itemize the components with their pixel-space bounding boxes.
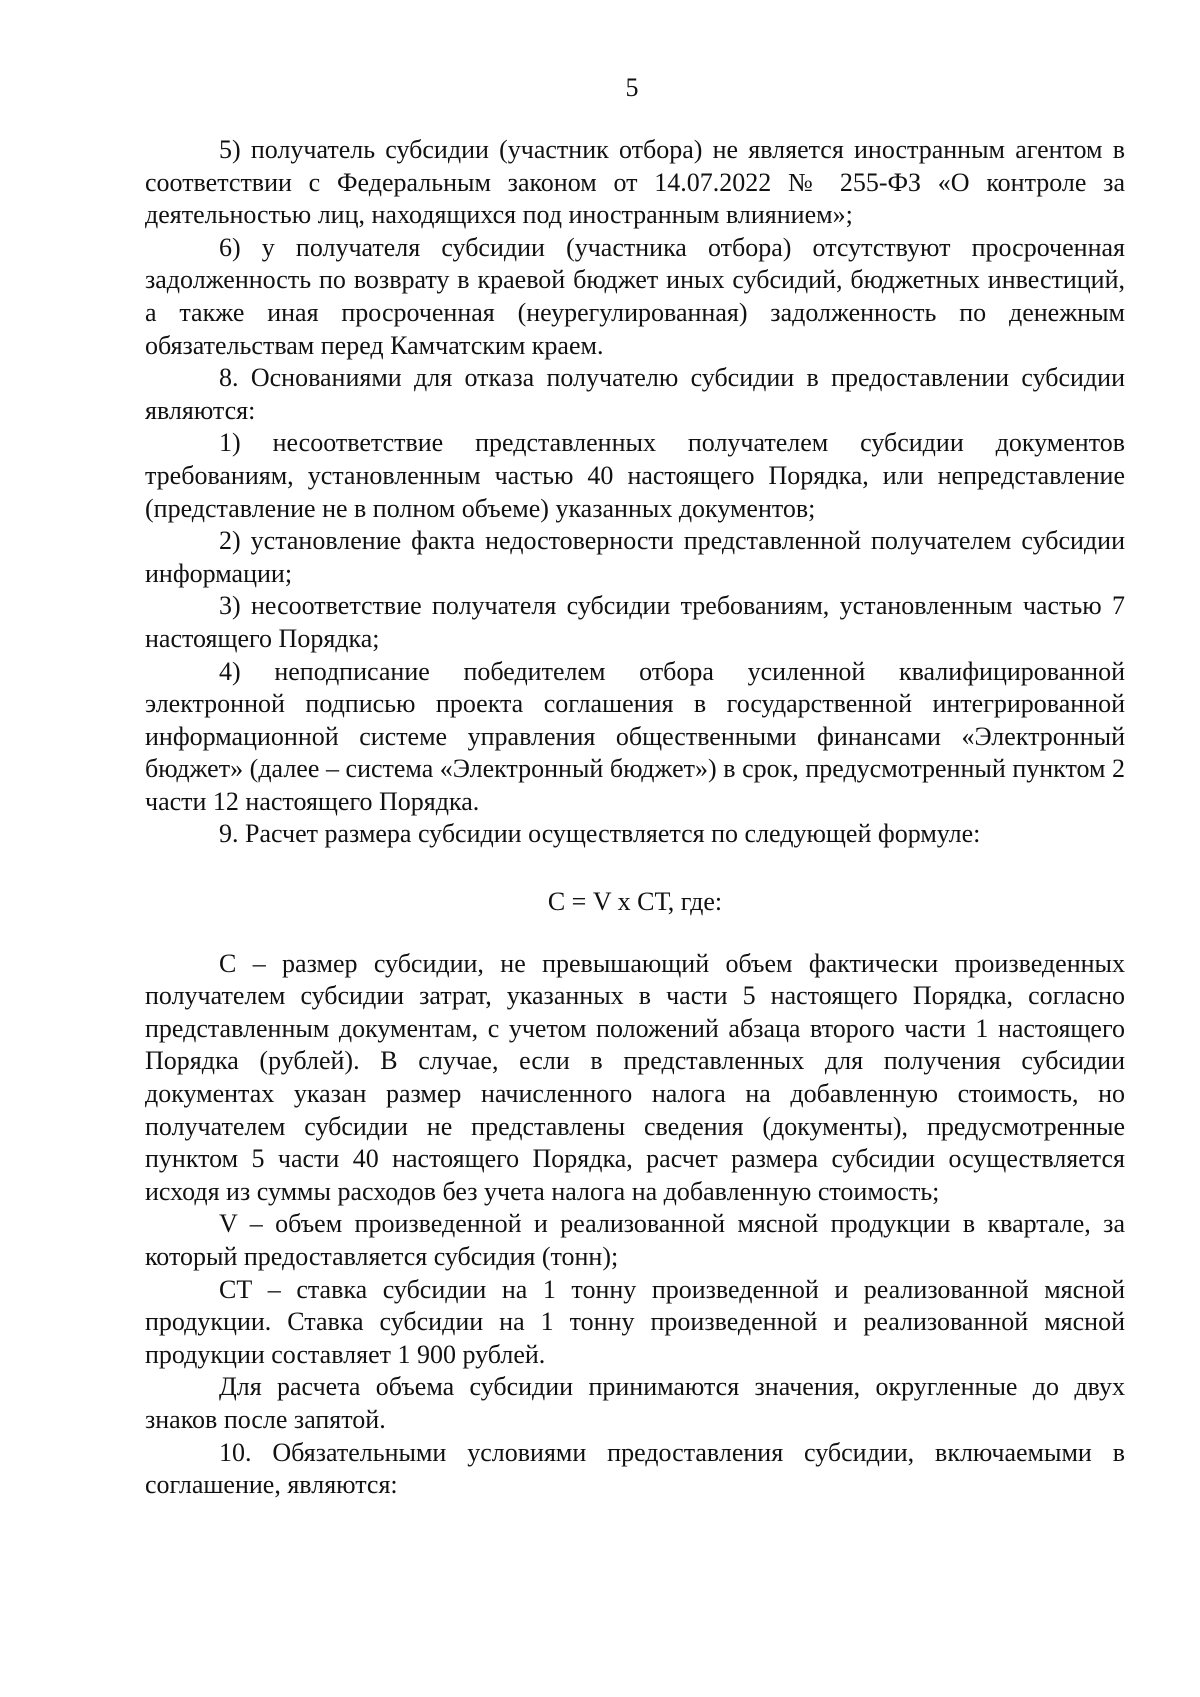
paragraph-section-9: 9. Расчет размера субсидии осуществляется по следующей формуле: <box>219 819 981 849</box>
paragraph-item-5: 5) получатель субсидии (участник отбора) не является иностранным агентом в соответствии с Федеральным законом от 14.07.2022 № 255-ФЗ «О контроле за деятельностью лиц, находящихся под иностранным влиянием»; <box>145 135 1125 230</box>
definition-c: С – размер субсидии, не превышающий объем фактически произведенных получателем субсидии затрат, указанных в части 5 настоящего Порядка, согласно представленным документам, с учетом положений абзаца второго части 1 настоящего Порядка (рублей). В случае, если в представленных для получения субсидии документах указан размер начисленного налога на добавленную стоимость, но получателем субсидии не представлены сведения (документы), предусмотренные пунктом 5 части 40 настоящего Порядка, расчет размера субсидии осуществляется исходя из суммы расходов без учета налога на добавленную стоимость; <box>145 948 1125 1206</box>
definition-v: V – объем произведенной и реализованной мясной продукции в квартале, за который предоставляется субсидия (тонн); <box>145 1209 1125 1271</box>
paragraph-rounding: Для расчета объема субсидии принимаются значения, округленные до двух знаков после запятой. <box>145 1372 1125 1434</box>
paragraph-section-8-item-3: 3) несоответствие получателя субсидии требованиям, установленным частью 7 настоящего Порядка; <box>145 591 1125 653</box>
paragraph-section-8-item-4: 4) неподписание победителем отбора усиленной квалифицированной электронной подписью проекта соглашения в государственной интегрированной информационной системе управления общественными финансами «Электронный бюджет» (далее – система «Электронный бюджет») в срок, предусмотренный пунктом 2 части 12 настоящего Порядка. <box>145 656 1125 816</box>
definition-st: СТ – ставка субсидии на 1 тонну произведенной и реализованной мясной продукции. Ставка субсидии на 1 тонну произведенной и реализованной мясной продукции составляет 1 900 рублей. <box>145 1274 1125 1369</box>
paragraph-section-8: 8. Основаниями для отказа получателю субсидии в предоставлении субсидии являются: <box>145 363 1125 425</box>
paragraph-section-8-item-2: 2) установление факта недостоверности представленной получателем субсидии информации; <box>145 526 1125 588</box>
paragraph-section-10: 10. Обязательными условиями предоставления субсидии, включаемыми в соглашение, являются: <box>145 1437 1125 1500</box>
document-body <box>145 134 1125 1502</box>
paragraph-item-6: 6) у получателя субсидии (участника отбора) отсутствуют просроченная задолженность по возврату в краевой бюджет иных субсидий, бюджетных инвестиций, а также иная просроченная (неурегулированная) задолженность по денежным обязательствам перед Камчатским краем. <box>145 232 1125 360</box>
page-number: 5 <box>625 73 639 102</box>
formula: С = V х СТ, где: <box>547 887 723 917</box>
paragraph-section-8-item-1: 1) несоответствие представленных получателем субсидии документов требованиям, установленным частью 40 настоящего Порядка, или непредставление (представление не в полном объеме) указанных документов; <box>145 428 1125 523</box>
